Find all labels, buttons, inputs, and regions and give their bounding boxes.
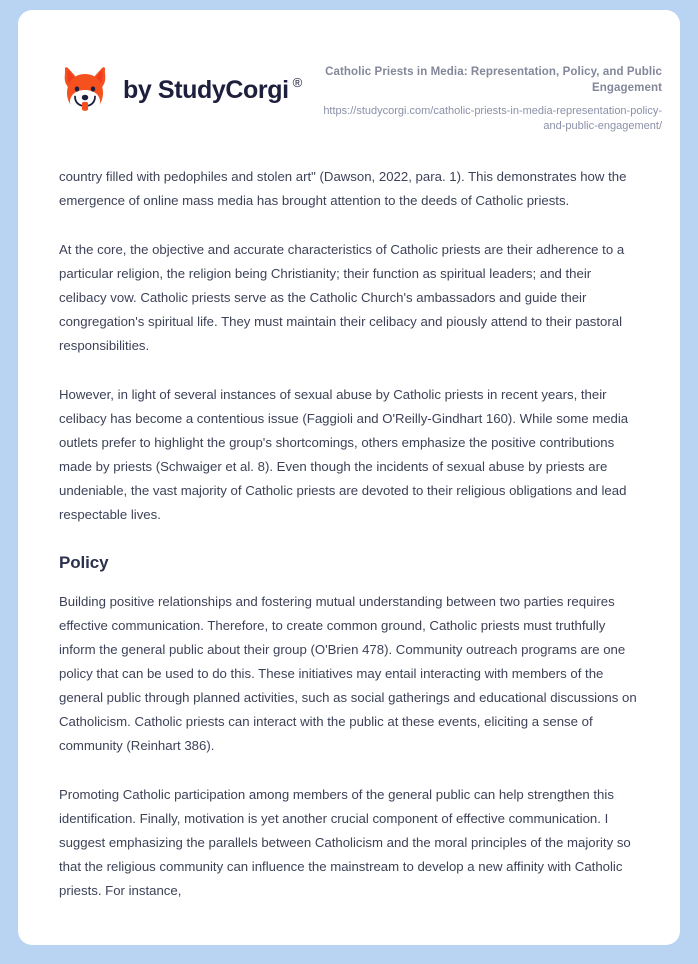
brand-logo[interactable] [60, 62, 302, 114]
document-body [18, 135, 680, 903]
page-title: Catholic Priests in Media: Representation, Policy, and Public Engagement [325, 66, 662, 95]
corgi-head-icon [60, 66, 110, 114]
registered-trademark-icon: ® [292, 74, 302, 90]
paragraph-core-characteristics: At the core, the objective and accurate characteristics of Catholic priests are their adherence to a particular religion, the religion being Christianity; their function as spiritual leaders; and their celibacy vow. Catholic priests serve as the Catholic Church's ambassadors and guide their congregation's spiritual life. They must maintain their celibacy and piously attend to their pastoral responsibilities. [59, 241, 625, 353]
paragraph-promoting-participation: Promoting Catholic participation among members of the general public can help strengthen this identification. Finally, motivation is yet another crucial component of effective communication. I suggest emphasizing the parallels between Catholicism and the moral principles of the majority so that the religious community can influence the mainstream to develop a new affinity with Catholic priests. For instance, [59, 787, 631, 899]
brand-wordmark [123, 74, 302, 104]
page-url[interactable]: https://studycorgi.com/catholic-priests-in-media-representation-policy-and-public-engagement/ [323, 104, 662, 133]
paragraph-celibacy-controversy: However, in light of several instances of sexual abuse by Catholic priests in recent years, their celibacy has become a contentious issue (Faggioli and O'Reilly-Gindhart 160). While some media outlets prefer to highlight the group's shortcomings, others emphasize the positive contributions made by priests (Schwaiger et al. 8). Even though the incidents of sexual abuse by priests are undeniable, the vast majority of Catholic priests are devoted to their religious obligations and lead respectable lives. [59, 386, 629, 523]
paragraph-community-outreach: Building positive relationships and fostering mutual understanding between two parties requires effective communication. Therefore, to create common ground, Catholic priests must truthfully inform the general public about their group (O'Brien 478). Community outreach programs are one policy that can be used to do this. These initiatives may entail interacting with members of the general public through planned activities, such as social gatherings and educational discussions on Catholicism. Catholic priests can interact with the public at these events, eliciting a sense of community (Reinhart 386). [59, 594, 637, 754]
document-header [18, 10, 680, 135]
document-page-card [18, 10, 680, 945]
section-heading-policy: Policy [59, 553, 109, 573]
brand-wordmark-text: by StudyCorgi [123, 75, 289, 104]
paragraph-media-attention: country filled with pedophiles and stolen art" (Dawson, 2022, para. 1). This demonstrates how the emergence of online mass media has brought attention to the deeds of Catholic priests. [59, 168, 627, 208]
header-meta [322, 62, 662, 135]
